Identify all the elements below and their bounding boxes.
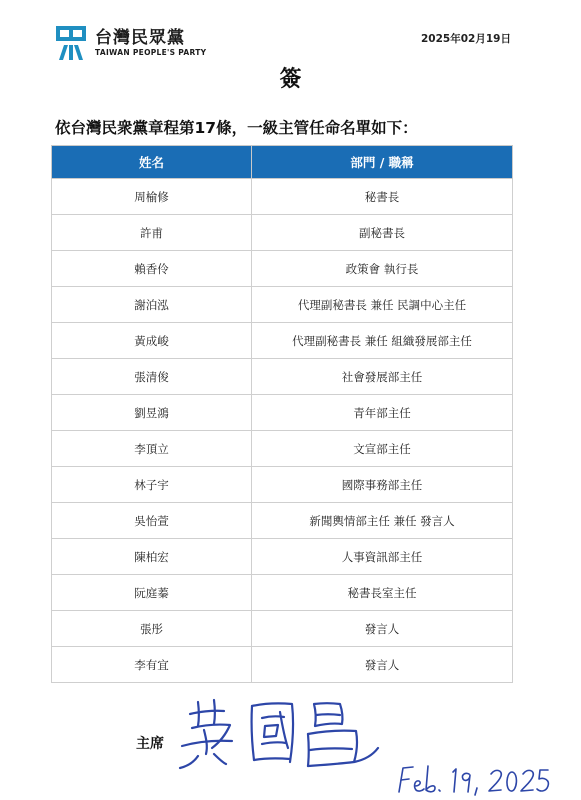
- table-row: [52, 215, 513, 251]
- row-name: 阮庭蓁: [52, 575, 252, 611]
- chairman-signature: [168, 694, 383, 774]
- party-name-chinese: 台灣民眾黨: [95, 28, 185, 48]
- appointment-table: [51, 145, 513, 683]
- row-title: 青年部主任: [252, 395, 513, 431]
- row-name: 張彤: [52, 611, 252, 647]
- table-row: [52, 323, 513, 359]
- intro-sentence: 依台灣民衆黨章程第17條，一級主管任命名單如下：: [55, 119, 418, 137]
- table-row: [52, 431, 513, 467]
- table-row: [52, 287, 513, 323]
- row-title: 社會發展部主任: [252, 359, 513, 395]
- row-title: 發言人: [252, 611, 513, 647]
- column-header-name: 姓名: [52, 146, 252, 179]
- table-row: [52, 647, 513, 683]
- row-title: 代理副秘書長 兼任 民調中心主任: [252, 287, 513, 323]
- row-name: 陳柏宏: [52, 539, 252, 575]
- table-row: [52, 251, 513, 287]
- table-row: [52, 575, 513, 611]
- row-title: 人事資訊部主任: [252, 539, 513, 575]
- table-row: [52, 611, 513, 647]
- table-row: [52, 503, 513, 539]
- row-title: 發言人: [252, 647, 513, 683]
- row-title: 政策會 執行長: [252, 251, 513, 287]
- table-header-row: [52, 146, 513, 179]
- table-row: [52, 359, 513, 395]
- row-title: 新聞輿情部主任 兼任 發言人: [252, 503, 513, 539]
- column-header-title: 部門 / 職稱: [252, 146, 513, 179]
- row-name: 謝泊泓: [52, 287, 252, 323]
- row-title: 秘書長室主任: [252, 575, 513, 611]
- document-title: 簽: [279, 67, 302, 92]
- table-row: [52, 179, 513, 215]
- row-name: 張清俊: [52, 359, 252, 395]
- party-name-english: TAIWAN PEOPLE'S PARTY: [95, 48, 207, 57]
- table-row: [52, 467, 513, 503]
- row-title: 國際事務部主任: [252, 467, 513, 503]
- row-name: 賴香伶: [52, 251, 252, 287]
- row-title: 秘書長: [252, 179, 513, 215]
- row-name: 許甫: [52, 215, 252, 251]
- party-logo-icon: [55, 25, 87, 61]
- table-row: [52, 539, 513, 575]
- document-date: 2025年02月19日: [421, 33, 511, 45]
- handwritten-date: [395, 762, 555, 798]
- row-title: 副秘書長: [252, 215, 513, 251]
- row-name: 李有宜: [52, 647, 252, 683]
- row-name: 吳怡萱: [52, 503, 252, 539]
- row-name: 李頂立: [52, 431, 252, 467]
- chairman-label: 主席: [136, 736, 164, 752]
- table-row: [52, 395, 513, 431]
- row-name: 周榆修: [52, 179, 252, 215]
- row-title: 文宣部主任: [252, 431, 513, 467]
- row-name: 劉昱鴻: [52, 395, 252, 431]
- row-title: 代理副秘書長 兼任 組織發展部主任: [252, 323, 513, 359]
- party-logo: [55, 24, 206, 62]
- row-name: 林子宇: [52, 467, 252, 503]
- row-name: 黃成峻: [52, 323, 252, 359]
